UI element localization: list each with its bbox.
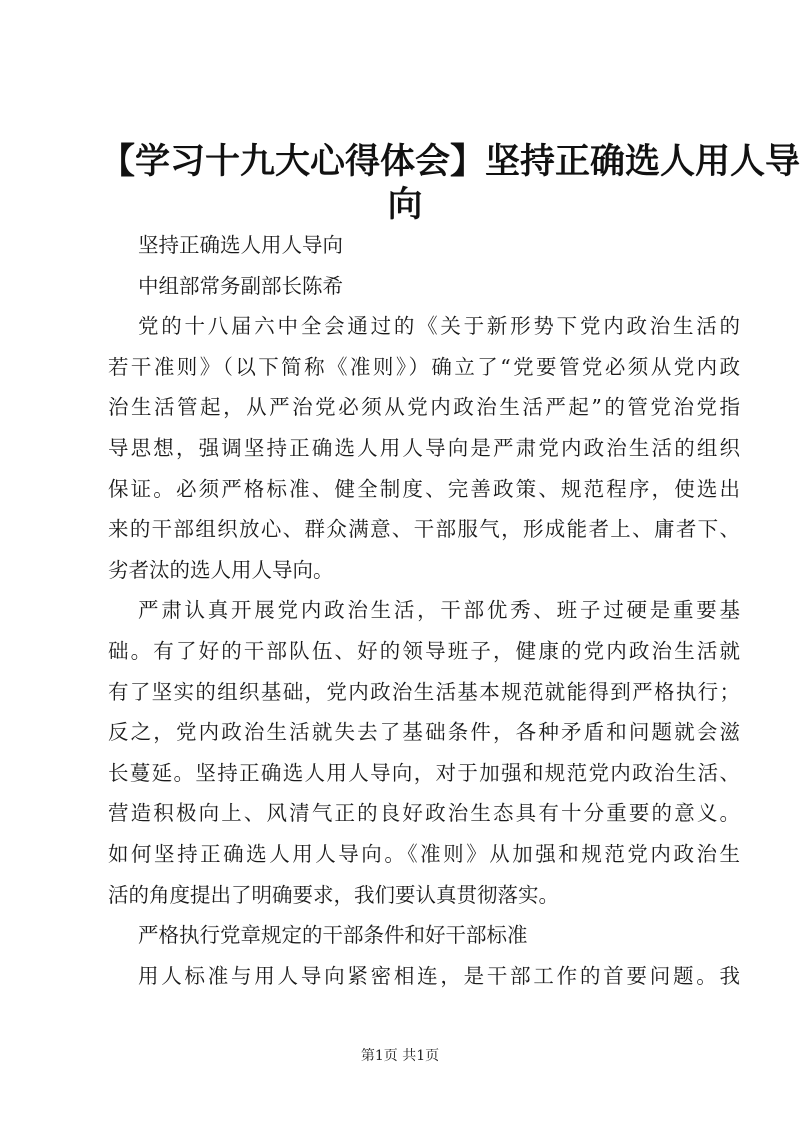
document-body: [108, 225, 740, 996]
title-line-2: 向: [387, 184, 423, 225]
text-line: 反之，党内政治生活就失去了基础条件，各种矛盾和问题就会滋: [108, 720, 740, 745]
text-line: 长蔓延。坚持正确选人用人导向，对于加强和规范党内政治生活、: [108, 760, 740, 785]
paragraph: [108, 225, 740, 266]
text-line: 础。有了好的干部队伍、好的领导班子，健康的党内政治生活就: [108, 638, 740, 663]
text-line: 营造积极向上、风清气正的良好政治生态具有十分重要的意义。: [108, 801, 740, 826]
text-line: 如何坚持正确选人用人导向。《准则》从加强和规范党内政治生: [108, 841, 740, 866]
paragraph: [108, 956, 740, 997]
title-line-1: 【学习十九大心得体会】坚持正确选人用人导: [100, 141, 800, 182]
text-line: 中组部常务副部长陈希: [138, 273, 343, 298]
text-line: 导思想，强调坚持正确选人用人导向是严肃党内政治生活的组织: [108, 435, 740, 460]
text-line: 劣者汰的选人用人导向。: [108, 557, 334, 582]
document-title: [100, 140, 800, 226]
text-line: 党的十八届六中全会通过的《关于新形势下党内政治生活的: [138, 314, 740, 339]
text-line: 有了坚实的组织基础，党内政治生活基本规范就能得到严格执行；: [108, 679, 740, 704]
paragraph: [108, 266, 740, 307]
text-line: 活的角度提出了明确要求，我们要认真贯彻落实。: [108, 882, 559, 907]
text-line: 坚持正确选人用人导向: [138, 233, 343, 257]
text-line: 保证。必须严格标准、健全制度、完善政策、规范程序，使选出: [108, 476, 740, 501]
paragraph: [108, 590, 740, 915]
text-line: 严肃认真开展党内政治生活，干部优秀、班子过硬是重要基: [138, 598, 740, 623]
text-line: 若干准则》（以下简称《准则》）确立了“党要管党必须从党内政: [108, 354, 740, 379]
text-line: 严格执行党章规定的干部条件和好干部标准: [138, 923, 528, 948]
text-line: 来的干部组织放心、群众满意、干部服气，形成能者上、庸者下、: [108, 517, 740, 542]
page-footer: 第1页 共1页: [360, 1048, 440, 1064]
paragraph: [108, 306, 740, 590]
paragraph: [108, 915, 740, 956]
text-line: 用人标准与用人导向紧密相连，是干部工作的首要问题。我: [138, 963, 740, 988]
text-line: 治生活管起，从严治党必须从党内政治生活严起”的管党治党指: [108, 395, 740, 420]
